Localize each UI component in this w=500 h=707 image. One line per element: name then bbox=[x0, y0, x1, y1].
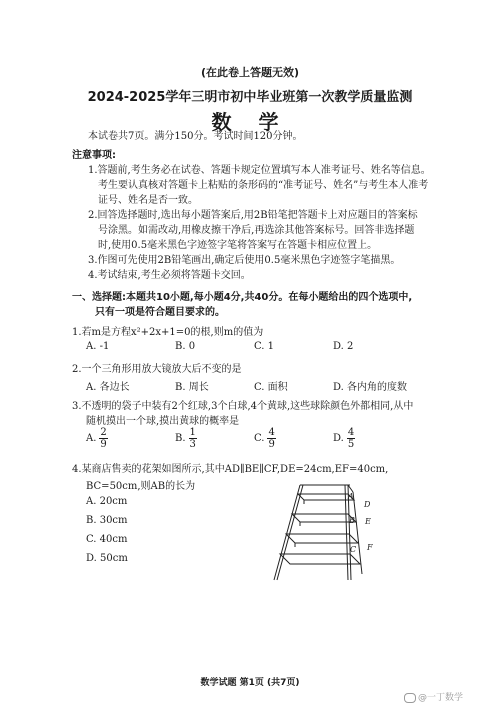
question-2-stem: 2.一个三角形用放大镜放大后不变的是 bbox=[72, 364, 242, 375]
point-label-c: C bbox=[350, 545, 357, 554]
q1-option-c: C. 1 bbox=[254, 341, 275, 352]
watermark-icon bbox=[404, 693, 416, 703]
section1-heading-cont: 只有一项是符合题目要求的。 bbox=[95, 307, 225, 318]
option-label: B. bbox=[175, 433, 186, 444]
question-4-stem: 4.某商店售卖的花架如图所示,其中AD∥BE∥CF,DE=24cm,EF=40cm, bbox=[72, 464, 389, 475]
numerator: 1 bbox=[189, 427, 196, 438]
fraction bbox=[99, 427, 107, 450]
point-label-d: D bbox=[364, 500, 371, 509]
q2-option-a: A. 各边长 bbox=[86, 382, 130, 393]
subject-title: 数 学 bbox=[211, 110, 289, 134]
instruction-line: 2.回答选择题时,选出每小题答案后,用2B铅笔把答题卡上对应题目的答案标 bbox=[88, 210, 418, 221]
q4-option-a: A. 20cm bbox=[86, 496, 128, 507]
instruction-line: 4.考试结束,考生必须将答题卡交回。 bbox=[88, 270, 251, 281]
q2-option-b: B. 周长 bbox=[175, 382, 209, 393]
exam-intro: 本试卷共7页。满分150分。考试时间120分钟。 bbox=[88, 131, 303, 142]
fraction bbox=[267, 427, 275, 450]
option-label: C. bbox=[254, 433, 265, 444]
option-label: A. bbox=[86, 433, 97, 444]
instruction-line: 1.答题前,考生务必在试卷、答题卡规定位置填写本人准考证号、姓名等信息。 bbox=[88, 165, 431, 176]
instruction-line: 考生要认真核对答题卡上粘贴的条形码的“准考证号、姓名”与考生本人准考 bbox=[98, 180, 429, 191]
page-footer: 数学试题 第1页 (共7页) bbox=[200, 678, 300, 688]
exam-title: 2024-2025学年三明市初中毕业班第一次教学质量监测 bbox=[87, 90, 413, 105]
q2-option-c: C. 面积 bbox=[254, 382, 288, 393]
numerator: 2 bbox=[100, 427, 107, 438]
flower-shelf-figure bbox=[270, 482, 380, 582]
numerator: 4 bbox=[347, 427, 355, 438]
instructions-heading: 注意事项: bbox=[72, 150, 116, 161]
instruction-line: 时,使用0.5毫米黑色字迹签字笔将答案写在答题卡相应位置上。 bbox=[98, 240, 378, 251]
denominator: 5 bbox=[347, 439, 355, 450]
q4-option-b: B. 30cm bbox=[86, 515, 128, 526]
section1-heading: 一、选择题:本题共10小题,每小题4分,共40分。在每小题给出的四个选项中, bbox=[72, 292, 413, 303]
point-label-e: E bbox=[365, 517, 371, 526]
q3-option-d bbox=[333, 427, 355, 450]
q3-option-c bbox=[254, 427, 276, 450]
q1-option-b: B. 0 bbox=[175, 341, 196, 352]
question-4-stem-cont: BC=50cm,则AB的长为 bbox=[86, 481, 196, 492]
instruction-line: 号涂黑。如需改动,用橡皮擦干净后,再选涂其他答案标号。回答非选择题 bbox=[98, 225, 415, 236]
q1-option-a: A. -1 bbox=[86, 341, 110, 352]
q3-option-b bbox=[175, 427, 197, 450]
q2-option-d: D. 各内角的度数 bbox=[333, 382, 408, 393]
numerator: 4 bbox=[268, 427, 275, 438]
denominator: 9 bbox=[268, 439, 275, 450]
fraction bbox=[189, 427, 197, 450]
q1-option-d: D. 2 bbox=[333, 341, 354, 352]
answer-invalid-notice: (在此卷上答题无效) bbox=[200, 66, 300, 79]
point-label-a: A bbox=[348, 492, 354, 501]
watermark bbox=[404, 690, 463, 703]
question-3-stem: 3.不透明的袋子中装有2个红球,3个白球,4个黄球,这些球除颜色外都相同,从中 bbox=[72, 401, 414, 412]
question-1-stem: 1.若m是方程x²+2x+1=0的根,则m的值为 bbox=[72, 327, 264, 338]
q4-option-d: D. 50cm bbox=[86, 553, 128, 564]
denominator: 9 bbox=[100, 439, 107, 450]
point-label-f: F bbox=[367, 543, 373, 552]
q3-option-a bbox=[86, 427, 108, 450]
point-label-b: B bbox=[349, 516, 355, 525]
q4-option-c: C. 40cm bbox=[86, 534, 128, 545]
option-label: D. bbox=[333, 433, 344, 444]
question-3-stem-cont: 随机摸出一个球,摸出黄球的概率是 bbox=[86, 416, 240, 427]
denominator: 3 bbox=[189, 439, 196, 450]
fraction bbox=[347, 427, 355, 450]
instruction-line: 3.作图可先使用2B铅笔画出,确定后使用0.5毫米黑色字迹签字笔描黑。 bbox=[88, 255, 401, 266]
watermark-text: @一丁数学 bbox=[418, 693, 464, 703]
instruction-line: 证号、姓名是否一致。 bbox=[98, 195, 198, 206]
